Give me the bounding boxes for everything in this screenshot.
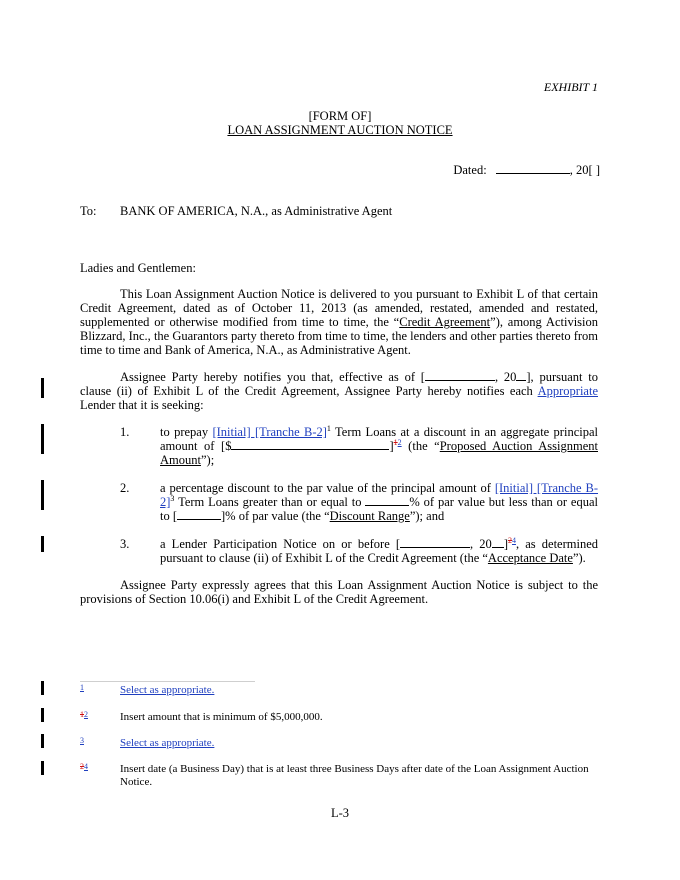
item-number: 1. <box>120 425 130 439</box>
change-bar <box>41 536 44 552</box>
document-title: LOAN ASSIGNMENT AUCTION NOTICE <box>227 123 453 137</box>
percent-blank <box>177 509 221 520</box>
date-blank <box>400 537 470 548</box>
form-of-heading: [FORM OF] <box>308 109 372 123</box>
page-number: L-3 <box>330 806 350 820</box>
footnote-separator <box>80 681 255 682</box>
appropriate-link[interactable]: Appropriate <box>537 384 598 398</box>
footnote-mark: 12 <box>80 710 88 719</box>
dated-year: , 20[ ] <box>569 163 600 177</box>
notice-paragraph: Assignee Party hereby notifies you that, effective as of [ , 20 ], pursuant to clause (ii) of Exhibit L of the Credit Agreement, Assignee Party hereby notifies each Appropriate Lender that it is seeking: <box>80 370 599 412</box>
defined-term: Proposed Auction Assignment Amount <box>160 439 598 467</box>
change-bar <box>41 681 44 695</box>
dated-label: Dated: <box>453 163 487 177</box>
item-number: 2. <box>120 481 130 495</box>
item-text: a Lender Participation Notice on or before [ , 20 ]$^{24}$, as determined pursuant to clause (ii) of Exhibit L of the Credit Agreement (the “Acceptance Date”). <box>160 535 599 565</box>
change-bar <box>41 734 44 748</box>
deleted-footnote-ref: 1 <box>393 437 398 447</box>
footnote-text-link[interactable]: Select as appropriate. <box>120 684 215 696</box>
footnote-mark: 1 <box>80 683 84 692</box>
item-text: a percentage discount to the par value of the principal amount of [Initial] [Tranche B-2]$^3$ Term Loans greater than or equal to % of par value but less than or equal to [ ]% of par value (the “Discount Range”); and <box>160 481 598 523</box>
to-label: To: <box>80 204 97 218</box>
footnote-ref: 3 <box>170 493 175 503</box>
closing-paragraph: Assignee Party expressly agrees that this Loan Assignment Auction Notice is subject to the provisions of Section 10.06(i) and Exhibit L of the Credit Agreement. <box>80 578 598 606</box>
addressee <box>80 204 392 219</box>
inserted-footnote-ref: 4 <box>511 535 516 545</box>
item-number: 3. <box>120 537 130 551</box>
date-blank <box>496 163 570 174</box>
footnote-text: Insert amount that is minimum of $5,000,000. <box>120 711 323 723</box>
exhibit-label: EXHIBIT 1 <box>543 80 598 94</box>
inserted-footnote-ref: 2 <box>397 437 402 447</box>
amount-blank <box>231 439 389 450</box>
year-blank <box>492 537 504 548</box>
defined-term: Acceptance Date <box>487 551 573 565</box>
footnote-ref: 1 <box>326 423 331 433</box>
change-bar <box>41 378 44 398</box>
date-blank <box>425 370 495 381</box>
tranche-link[interactable]: [Initial] [Tranche B-2] <box>160 481 598 509</box>
change-bar <box>41 424 44 454</box>
defined-term: Credit Agreement <box>399 315 491 329</box>
footnote-mark: 24 <box>80 762 88 771</box>
footnote-text-link[interactable]: Select as appropriate. <box>120 737 215 749</box>
change-bar <box>41 761 44 775</box>
change-bar <box>41 708 44 722</box>
intro-paragraph <box>80 287 598 357</box>
intro-text: This Loan Assignment Auction Notice is delivered to you pursuant to Exhibit L of that certain Credit Agreement, dated as of October 11, 2013 (as amended, restated, amended and restated, supplemented or otherwise modified from time to time, the “ <box>80 287 598 329</box>
tranche-link[interactable]: [Initial] [Tranche B-2] <box>212 425 327 439</box>
year-blank <box>516 370 526 381</box>
footnote-mark: 3 <box>80 736 84 745</box>
intro-text-rest: ”), among Activision Blizzard, Inc., the Guarantors party thereto from time to time, the lenders and other parties thereto from time to time and Bank of America, N.A., as Administrative Agent. <box>80 315 599 357</box>
dated-line <box>453 163 600 178</box>
salutation: Ladies and Gentlemen: <box>80 261 196 275</box>
item-text: to prepay [Initial] [Tranche B-2]$^1$ Term Loans at a discount in an aggregate principal amount of [$ ]$^{12}$ (the “Proposed Auction Assignment Amount”); <box>160 423 598 467</box>
deleted-footnote-ref: 2 <box>507 535 512 545</box>
percent-blank <box>365 495 409 506</box>
to-recipient: BANK OF AMERICA, N.A., as Administrative Agent <box>120 204 393 218</box>
defined-term: Discount Range <box>329 509 410 523</box>
change-bar <box>41 480 44 510</box>
footnote-text: Insert date (a Business Day) that is at least three Business Days after date of the Loan Assignment Auction Notice. <box>120 763 589 788</box>
